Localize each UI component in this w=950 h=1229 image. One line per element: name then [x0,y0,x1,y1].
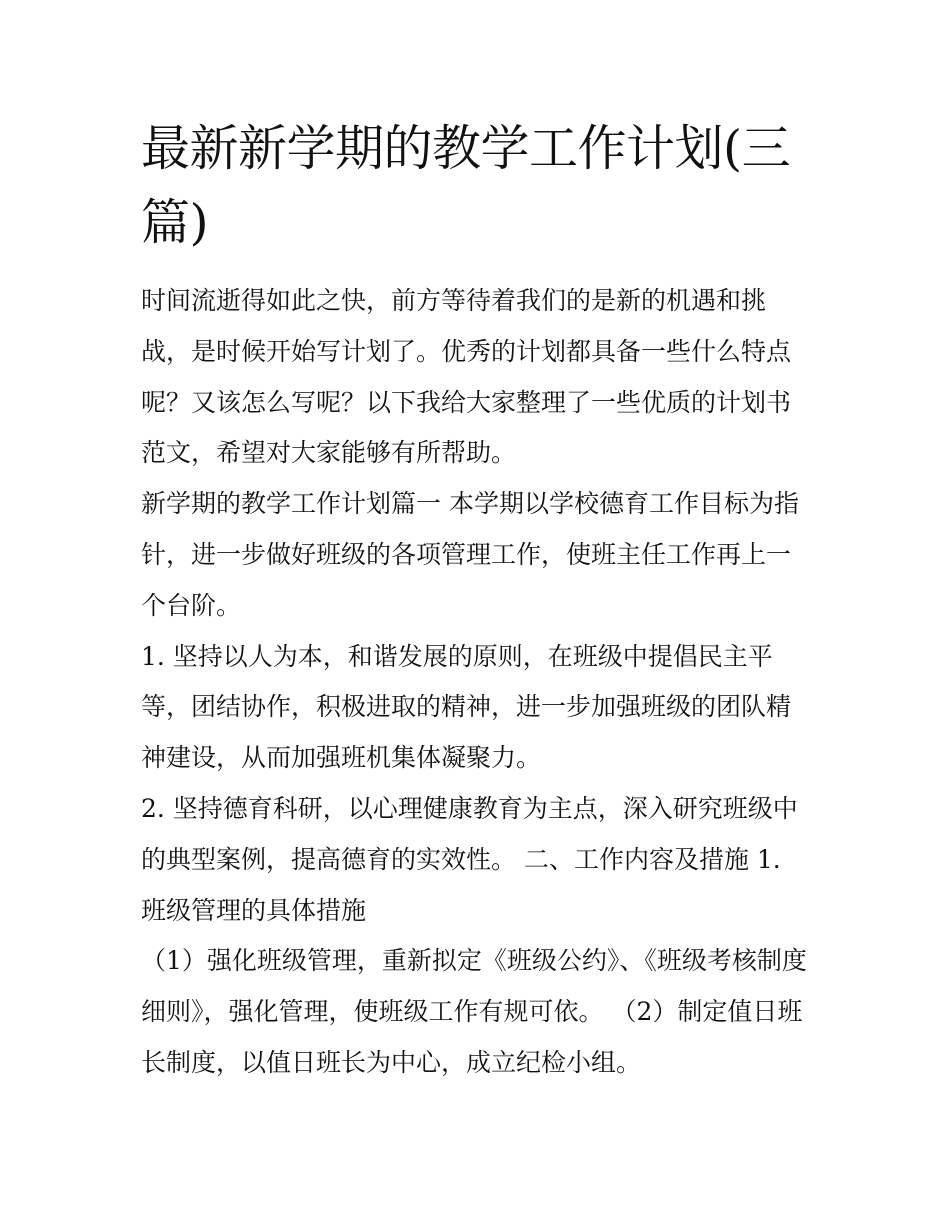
point-one-paragraph: 1. 坚持以人为本，和谐发展的原则，在班级中提倡民主平等，团结协作，积极进取的精神，进一步加强班级的团队精神建设，从而加强班机集体凝聚力。 [141,641,792,773]
document-title: 最新新学期的教学工作计划(三篇) [141,120,791,251]
section-one-paragraph: 新学期的教学工作计划篇一 本学期以学校德育工作目标为指针，进一步做好班级的各项管理工作，使班主任工作再上一个台阶。 [141,489,799,620]
measures-paragraph: （1）强化班级管理，重新拟定《班级公约》、《班级考核制度细则》，强化管理，使班级工作有规可依。 （2）制定值日班长制度，以值日班长为中心，成立纪检小组。 [141,946,807,1077]
point-two-paragraph: 2. 坚持德育科研，以心理健康教育为主点，深入研究班级中的典型案例，提高德育的实效性。 二、工作内容及措施 1. 班级管理的具体措施 [141,793,798,925]
document-body [141,112,811,1089]
intro-paragraph: 时间流逝得如此之快，前方等待着我们的是新的机遇和挑战，是时候开始写计划了。优秀的计划都具备一些什么特点呢？又该怎么写呢？以下我给大家整理了一些优质的计划书范文，希望对大家能够有所帮助。 [141,286,792,468]
